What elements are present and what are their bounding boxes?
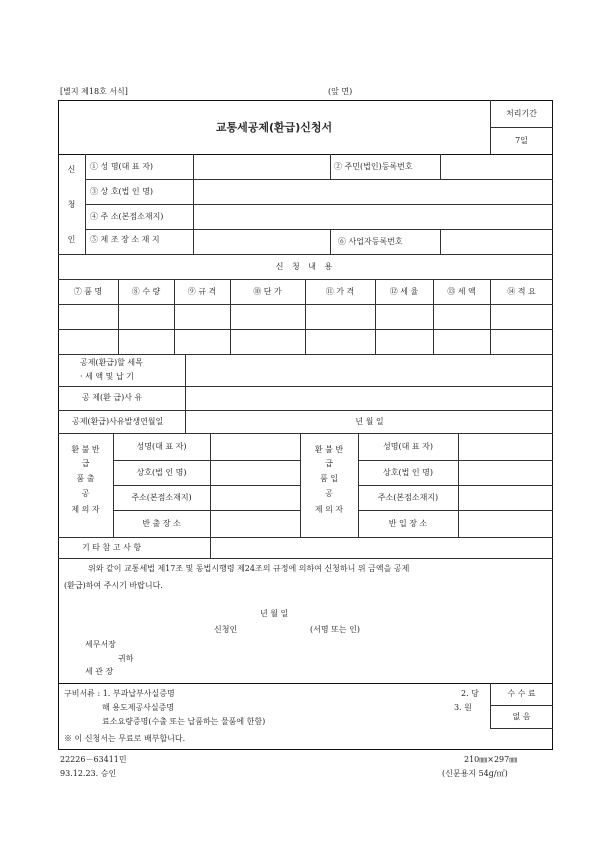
export-name-label: 성명(대 표 자) <box>136 441 187 451</box>
document-item-2-start: 2. 당 <box>461 689 479 698</box>
statement-text-line2: (환급)하여 주시기 바랍니다. <box>64 581 163 590</box>
paper-size: 210㎜×297㎜ <box>464 755 518 764</box>
refund-items-label-line1: 공제(환급)할 세목 <box>80 358 143 367</box>
factory-location-label: ⑤ 제 조 장 소 재 지 <box>90 235 160 244</box>
free-distribution-note: ※ 이 신청서는 무료로 배부합니다. <box>64 734 186 743</box>
export-party-label-3: 품 출 <box>76 474 95 483</box>
col-price: ⑪ 가 격 <box>325 286 355 296</box>
import-party-label-1: 환 불 반 <box>314 445 344 454</box>
col-quantity: ⑧ 수 량 <box>131 286 161 296</box>
name-label: ① 성 명(대 표 자) <box>90 161 154 171</box>
import-place-label: 반 입 장 소 <box>388 518 428 528</box>
refund-reason-label: 공 제(환 급)사 유 <box>82 393 143 402</box>
trade-name-field[interactable] <box>194 180 552 203</box>
address-field[interactable] <box>194 205 552 228</box>
signature-field[interactable]: (서명 또는 인) <box>310 625 360 634</box>
import-party-label-2: 급 <box>325 459 333 468</box>
col-tax-amount: ⑬ 세 액 <box>447 286 476 296</box>
import-party-label-3: 품 입 <box>320 474 338 483</box>
fee-label: 수 수 료 <box>507 689 536 698</box>
page-side-label: (앞 면) <box>328 87 353 96</box>
export-place-label: 반 출 장 소 <box>142 518 181 528</box>
detail-row-2[interactable] <box>59 330 552 353</box>
import-name-field[interactable] <box>459 434 552 459</box>
form-code: 22226－63411민 <box>60 755 127 764</box>
import-place-field[interactable] <box>459 511 552 536</box>
document-item-3-start: 3. 원 <box>454 703 472 712</box>
detail-section-title: 신 청 내 용 <box>275 261 336 271</box>
statement-date[interactable]: 년 월 일 <box>260 609 289 618</box>
export-name-field[interactable] <box>211 434 299 459</box>
col-remarks: ⑭ 적 요 <box>507 286 536 296</box>
export-address-field[interactable] <box>211 486 299 509</box>
col-spec: ⑨ 규 격 <box>187 286 217 296</box>
statement-text-line1: 위와 같이 교통세법 제17조 및 동법시행령 제24조의 규정에 의하여 신청하니 위 금액을 공제 <box>88 564 410 573</box>
addressee-tax-office: 세무서장 <box>85 640 116 649</box>
form-number: [별지 제18호 서식] <box>60 87 128 96</box>
form-title: 교통세공제(환급)신청서 <box>215 121 333 134</box>
processing-period-label: 처리기간 <box>506 108 537 118</box>
trade-name-label: ③ 상 호(법 인 명) <box>90 186 154 196</box>
applicant-sign-label: 신청인 <box>214 625 238 634</box>
export-party-label-2: 급 <box>81 459 90 468</box>
fee-value: 없 음 <box>512 711 531 721</box>
addressee-honorific: 귀하 <box>118 654 134 663</box>
detail-row-1[interactable] <box>59 305 552 328</box>
col-unit-price: ⑩ 단 가 <box>253 286 282 296</box>
address-label: ④ 주 소(본점소재지) <box>90 211 164 221</box>
refund-reason-field[interactable] <box>186 387 552 409</box>
name-field[interactable] <box>194 155 329 178</box>
refund-date-field[interactable]: 년 월 일 <box>355 416 384 426</box>
registration-number-label: ② 주민(법인)등록번호 <box>334 161 413 171</box>
export-party-label-1: 환 불 반 <box>71 445 100 454</box>
import-trade-label: 상호(법 인 명) <box>383 467 433 477</box>
import-party-label-5: 제 의 자 <box>314 505 344 514</box>
approval-date: 93.12.23. 승인 <box>60 769 117 778</box>
export-party-label-5: 제 의 자 <box>71 505 100 514</box>
refund-date-label: 공제(환급)사유발생연월일 <box>72 416 164 426</box>
applicant-label-2: 청 <box>67 200 76 209</box>
col-item-name: ⑦ 품 명 <box>73 286 103 296</box>
addressee-customs: 세 관 장 <box>85 667 114 676</box>
documents-label: 구비서류 : 1. 부과납부사실증명 <box>64 689 175 698</box>
business-number-label: ⑥ 사업자등록번호 <box>338 236 403 246</box>
import-trade-field[interactable] <box>459 461 552 484</box>
document-item-3-end: 료소요량증명(수출 또는 납품하는 물품에 한함) <box>102 717 266 726</box>
import-address-field[interactable] <box>459 486 552 509</box>
processing-period-value: 7일 <box>515 135 528 145</box>
export-trade-label: 상호(법 인 명) <box>136 467 187 477</box>
registration-number-field[interactable] <box>441 155 552 178</box>
paper-type: (신문용지 54g/㎡) <box>442 769 508 778</box>
export-place-field[interactable] <box>211 511 299 536</box>
export-party-label-4: 공 <box>81 489 90 498</box>
import-name-label: 성명(대 표 자) <box>383 441 433 451</box>
import-address-label: 주소(본점소재지) <box>377 492 439 502</box>
refund-items-label-line2: · 세 액 및 납 기 <box>80 372 134 381</box>
business-number-field[interactable] <box>441 230 552 253</box>
applicant-label-1: 신 <box>67 165 76 174</box>
col-tax-rate: ⑫ 세 율 <box>389 286 419 296</box>
refund-items-field[interactable] <box>186 355 552 385</box>
export-address-label: 주소(본점소재지) <box>131 492 192 502</box>
import-party-label-4: 공 <box>325 489 333 498</box>
export-trade-field[interactable] <box>211 461 299 484</box>
remarks-label: 기 타 참 고 사 항 <box>82 542 142 552</box>
remarks-field[interactable] <box>211 538 552 557</box>
applicant-label-3: 인 <box>67 235 76 244</box>
factory-location-field[interactable] <box>194 230 329 253</box>
document-item-2-end: 해 용도제공사실증명 <box>102 703 175 712</box>
